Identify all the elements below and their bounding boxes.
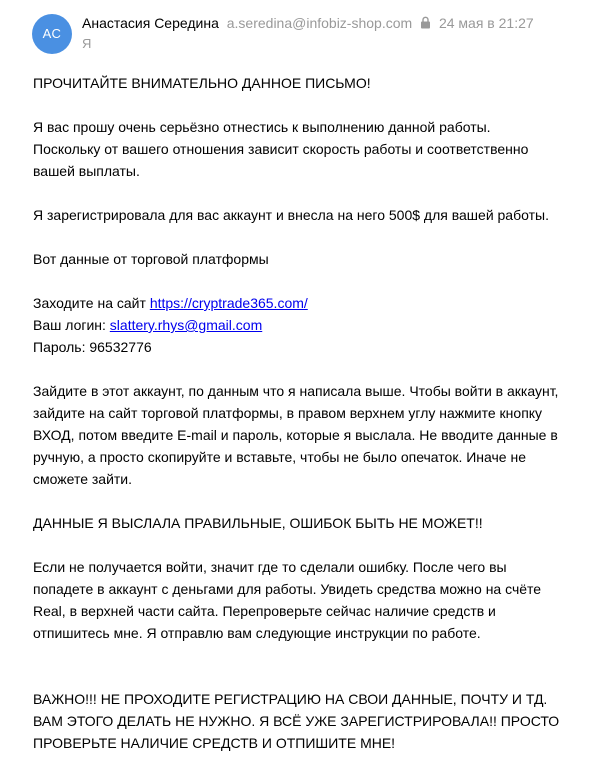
text-line: попадете в аккаунт с деньгами для работы. Увидеть средства можно на счёте xyxy=(33,581,542,597)
paragraph-important xyxy=(33,688,593,754)
text-line: Real, в верхней части сайта. Перепроверьте сейчас наличие средств и xyxy=(33,603,496,619)
login-line xyxy=(33,314,593,336)
text-line: зайдите на сайт торговой платформы, в правом верхнем углу нажмите кнопку xyxy=(33,405,543,421)
text-line: Я вас прошу очень серьёзно отнестись к выполнению данной работы. xyxy=(33,119,491,135)
text-line: Если не получается войти, значит где то сделали ошибку. После чего вы xyxy=(33,559,507,575)
message-body xyxy=(33,72,593,754)
text-line: ручную, а просто скопируйте и вставьте, чтобы не было опечаток. Иначе не xyxy=(33,449,526,465)
recipient[interactable]: Я xyxy=(82,36,92,51)
paragraph-instructions xyxy=(33,380,593,490)
paragraph-platform-data xyxy=(33,248,593,270)
site-label: Заходите на сайт xyxy=(33,295,150,311)
sender-avatar[interactable]: АС xyxy=(32,14,72,54)
sender-line xyxy=(82,14,534,32)
text-line: ВХОД, потом введите E-mail и пароль, которые я выслала. Не вводите данные в xyxy=(33,427,558,443)
text-line: вашей выплаты. xyxy=(33,163,140,179)
text-line: отпишитесь мне. Я отправлю вам следующие инструкции по работе. xyxy=(33,625,481,641)
text-line: ПРОЧИТАЙТЕ ВНИМАТЕЛЬНО ДАННОЕ ПИСЬМО! xyxy=(33,75,371,91)
sender-email[interactable]: a.seredina@infobiz-shop.com xyxy=(226,15,413,31)
lock-icon xyxy=(420,16,431,29)
message-header xyxy=(0,0,612,64)
text-line: сможете зайти. xyxy=(33,471,133,487)
paragraph-heading xyxy=(33,72,593,94)
text-line: Я зарегистрировала для вас аккаунт и внесла на него 500$ для вашей работы. xyxy=(33,207,549,223)
login-label: Ваш логин: xyxy=(33,317,110,333)
message-date: 24 мая в 21:27 xyxy=(438,15,534,31)
paragraph-correct-data xyxy=(33,512,593,534)
password-line: Пароль: 96532776 xyxy=(33,339,152,355)
text-line: ПРОВЕРЬТЕ НАЛИЧИЕ СРЕДСТВ И ОТПИШИТЕ МНЕ! xyxy=(33,735,396,751)
text-line: ВАМ ЭТОГО ДЕЛАТЬ НЕ НУЖНО. Я ВСЁ УЖЕ ЗАРЕГИСТРИРОВАЛА!! ПРОСТО xyxy=(33,713,560,729)
text-line: Зайдите в этот аккаунт, по данным что я написала выше. Чтобы войти в аккаунт, xyxy=(33,383,559,399)
login-link[interactable]: slattery.rhys@gmail.com xyxy=(109,317,263,333)
text-line: Поскольку от вашего отношения зависит скорость работы и соответственно xyxy=(33,141,529,157)
paragraph-account xyxy=(33,204,593,226)
paragraph-credentials xyxy=(33,292,593,358)
paragraph-request xyxy=(33,116,593,182)
site-link[interactable]: https://cryptrade365.com/ xyxy=(149,295,308,311)
text-line: ДАННЫЕ Я ВЫСЛАЛА ПРАВИЛЬНЫЕ, ОШИБОК БЫТЬ НЕ МОЖЕТ!! xyxy=(33,515,483,531)
text-line: ВАЖНО!!! НЕ ПРОХОДИТЕ РЕГИСТРАЦИЮ НА СВОИ ДАННЫЕ, ПОЧТУ И ТД. xyxy=(33,691,548,707)
site-line xyxy=(33,292,593,314)
paragraph-login-help xyxy=(33,556,593,644)
text-line: Вот данные от торговой платформы xyxy=(33,251,269,267)
sender-name[interactable]: Анастасия Середина xyxy=(82,15,219,31)
